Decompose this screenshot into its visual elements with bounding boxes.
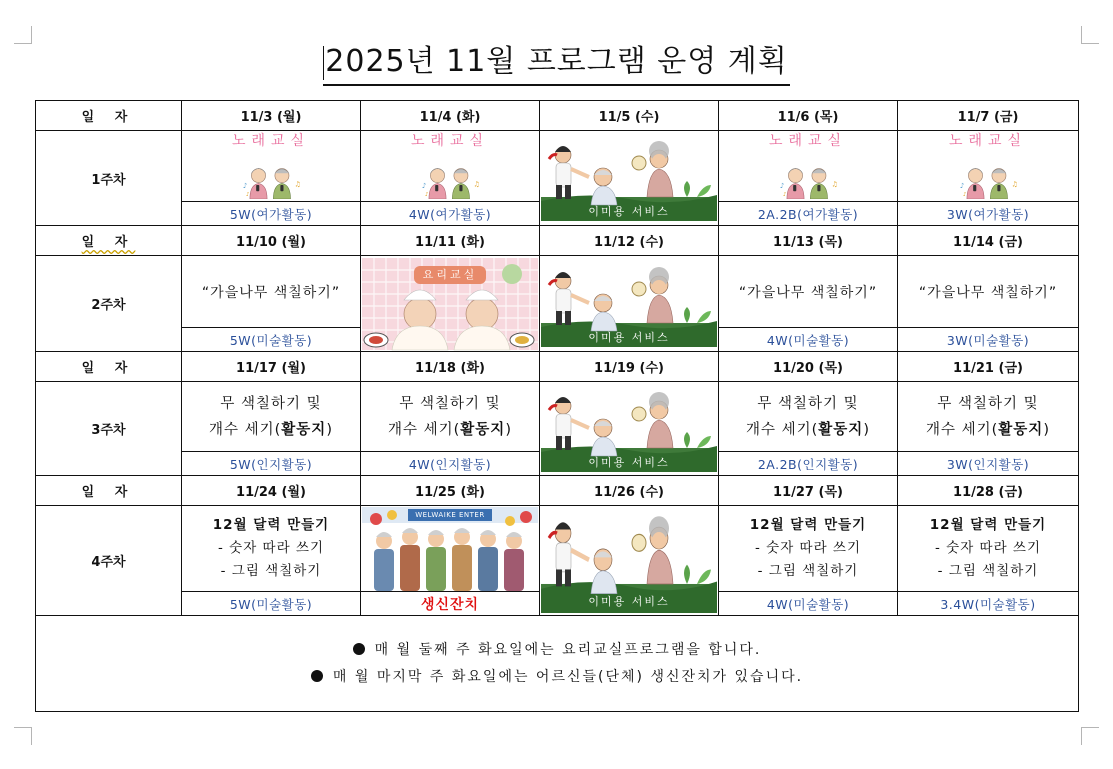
group-tag: 2A.2B(여가활동) — [719, 202, 898, 226]
bullet-dot-icon — [311, 670, 323, 682]
activity-line: - 그림 색칠하기 — [220, 563, 322, 579]
activity-row-week-3 — [36, 382, 1079, 452]
bullet-dot-icon — [353, 643, 365, 655]
date-cell: 11/6 (목) — [719, 101, 898, 131]
activity-title: 12월 달력 만들기 — [212, 517, 330, 533]
date-cell: 11/25 (화) — [361, 476, 540, 506]
date-cell: 11/3 (월) — [182, 101, 361, 131]
haircut-service-image — [540, 506, 719, 616]
date-cell: 11/14 (금) — [898, 226, 1079, 256]
activity-line: - 숫자 따라 쓰기 — [218, 540, 324, 556]
activity-line: - 그림 색칠하기 — [757, 563, 859, 579]
singing-illustration — [940, 149, 1036, 199]
header-row-week-1 — [36, 101, 1079, 131]
singing-illustration — [402, 149, 498, 199]
crop-mark-bottom-left — [14, 727, 32, 745]
date-cell: 11/17 (월) — [182, 352, 361, 382]
activity-cell — [182, 506, 361, 592]
singing-class-image — [719, 131, 898, 202]
schedule-table — [35, 100, 1079, 712]
week-label: 2주차 — [36, 256, 182, 352]
birthday-party-label: 생신잔치 — [361, 592, 540, 616]
header-row-week-4 — [36, 476, 1079, 506]
group-tag: 2A.2B(인지활동) — [719, 452, 898, 476]
note-line: 매 월 마지막 주 화요일에는 어르신들(단체) 생신잔치가 있습니다. — [36, 664, 1078, 691]
group-tag: 3W(인지활동) — [898, 452, 1079, 476]
activity-line: 개수 세기(활동지) — [926, 421, 1050, 438]
crop-mark-bottom-right — [1081, 727, 1099, 745]
activity-line: - 숫자 따라 쓰기 — [755, 540, 861, 556]
date-cell: 11/12 (수) — [540, 226, 719, 256]
activity-line: 개수 세기(활동지) — [746, 421, 870, 438]
week-label: 3주차 — [36, 382, 182, 476]
haircut-caption: 이미용 서비스 — [588, 455, 670, 469]
date-cell: 11/27 (목) — [719, 476, 898, 506]
activity-line: 개수 세기(활동지) — [209, 421, 333, 438]
notes-cell — [36, 616, 1079, 712]
group-tag: 4W(미술활동) — [719, 328, 898, 352]
date-cell: 11/26 (수) — [540, 476, 719, 506]
date-cell: 11/11 (화) — [361, 226, 540, 256]
singing-class-image — [182, 131, 361, 202]
group-tag: 5W(여가활동) — [182, 202, 361, 226]
page-title: 2025년 11월 프로그램 운영 계획 — [0, 42, 1113, 86]
activity-cell: “가을나무 색칠하기” — [182, 256, 361, 328]
date-cell: 11/28 (금) — [898, 476, 1079, 506]
haircut-service-image — [540, 256, 719, 352]
activity-row-week-2 — [36, 256, 1079, 328]
activity-line: - 숫자 따라 쓰기 — [935, 540, 1041, 556]
activity-line: 개수 세기(활동지) — [388, 421, 512, 438]
date-cell: 11/19 (수) — [540, 352, 719, 382]
activity-line: 무 색칠하기 및 — [937, 395, 1039, 412]
date-cell: 11/24 (월) — [182, 476, 361, 506]
group-tag: 3W(미술활동) — [898, 328, 1079, 352]
date-cell: 11/13 (목) — [719, 226, 898, 256]
singing-class-image — [361, 131, 540, 202]
activity-row-week-1 — [36, 131, 1079, 202]
group-tag: 5W(미술활동) — [182, 592, 361, 616]
activity-title: 12월 달력 만들기 — [929, 517, 1047, 533]
activity-cell — [719, 506, 898, 592]
date-cell: 11/21 (금) — [898, 352, 1079, 382]
date-cell: 11/5 (수) — [540, 101, 719, 131]
haircut-service-image — [540, 382, 719, 476]
date-cell: 11/7 (금) — [898, 101, 1079, 131]
activity-cell: “가을나무 색칠하기” — [898, 256, 1079, 328]
singing-class-caption: 노래교실 — [410, 133, 490, 149]
date-cell: 11/18 (화) — [361, 352, 540, 382]
birthday-party-image — [361, 506, 540, 592]
day-label: 일 자 — [36, 101, 182, 131]
cooking-caption: 요리교실 — [422, 267, 478, 281]
haircut-caption: 이미용 서비스 — [588, 205, 670, 218]
group-tag: 5W(미술활동) — [182, 328, 361, 352]
singing-class-image — [898, 131, 1079, 202]
activity-line: 무 색칠하기 및 — [220, 395, 322, 412]
activity-cell: “가을나무 색칠하기” — [719, 256, 898, 328]
haircut-service-image — [540, 131, 719, 226]
group-tag: 5W(인지활동) — [182, 452, 361, 476]
activity-cell — [898, 382, 1079, 452]
singing-class-caption: 노래교실 — [768, 133, 848, 149]
haircut-caption: 이미용 서비스 — [588, 594, 670, 608]
date-cell: 11/4 (화) — [361, 101, 540, 131]
note-line: 매 월 둘째 주 화요일에는 요리교실프로그램을 합니다. — [36, 637, 1078, 664]
day-label: 일 자 — [36, 226, 182, 256]
haircut-caption: 이미용 서비스 — [588, 330, 670, 344]
singing-class-caption: 노래교실 — [948, 133, 1028, 149]
singing-class-caption: 노래교실 — [231, 133, 311, 149]
activity-cell — [898, 506, 1079, 592]
party-banner-text: WELWAIKE ENTER — [415, 510, 485, 519]
activity-cell — [182, 382, 361, 452]
day-label: 일 자 — [36, 476, 182, 506]
header-row-week-3 — [36, 352, 1079, 382]
week-label: 4주차 — [36, 506, 182, 616]
cooking-class-image — [361, 256, 540, 352]
activity-row-week-4 — [36, 506, 1079, 592]
activity-title: 12월 달력 만들기 — [749, 517, 867, 533]
week-label: 1주차 — [36, 131, 182, 226]
singing-illustration — [223, 149, 319, 199]
group-tag: 4W(인지활동) — [361, 452, 540, 476]
date-cell: 11/20 (목) — [719, 352, 898, 382]
activity-cell — [719, 382, 898, 452]
activity-cell — [361, 382, 540, 452]
activity-line: 무 색칠하기 및 — [399, 395, 501, 412]
notes-row — [36, 616, 1079, 712]
date-cell: 11/10 (월) — [182, 226, 361, 256]
group-tag: 3.4W(미술활동) — [898, 592, 1079, 616]
group-tag: 4W(미술활동) — [719, 592, 898, 616]
group-tag: 3W(여가활동) — [898, 202, 1079, 226]
activity-line: 무 색칠하기 및 — [757, 395, 859, 412]
singing-illustration — [760, 149, 856, 199]
group-tag: 4W(여가활동) — [361, 202, 540, 226]
header-row-week-2 — [36, 226, 1079, 256]
day-label: 일 자 — [36, 352, 182, 382]
activity-line: - 그림 색칠하기 — [937, 563, 1039, 579]
